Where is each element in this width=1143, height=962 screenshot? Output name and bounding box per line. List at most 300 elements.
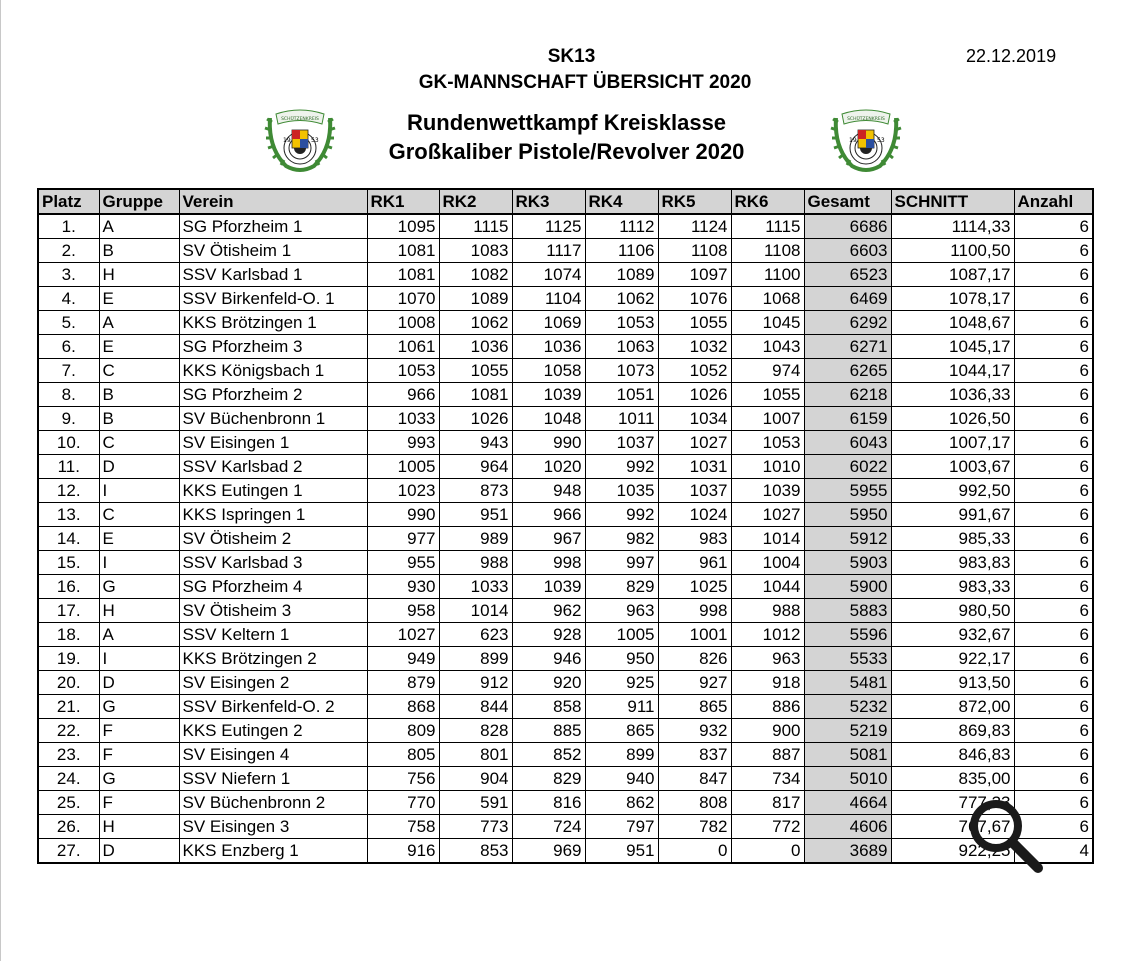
cell-rk6: 817	[731, 791, 804, 815]
cell-verein: SSV Birkenfeld-O. 1	[179, 287, 367, 311]
column-header-rk2: RK2	[439, 189, 512, 214]
cell-anzahl: 6	[1014, 359, 1093, 383]
cell-rk5: 1076	[658, 287, 731, 311]
cell-platz: 1.	[38, 214, 99, 239]
cell-rk3: 1125	[512, 214, 585, 239]
cell-gruppe: C	[99, 503, 179, 527]
table-row	[38, 335, 1093, 359]
cell-platz: 10.	[38, 431, 99, 455]
cell-platz: 7.	[38, 359, 99, 383]
cell-schnitt: 869,83	[891, 719, 1014, 743]
cell-rk3: 920	[512, 671, 585, 695]
cell-verein: SV Eisingen 2	[179, 671, 367, 695]
cell-rk5: 1024	[658, 503, 731, 527]
cell-rk4: 911	[585, 695, 658, 719]
column-header-anzahl: Anzahl	[1014, 189, 1093, 214]
cell-schnitt: 846,83	[891, 743, 1014, 767]
cell-anzahl: 6	[1014, 214, 1093, 239]
cell-rk2: 1115	[439, 214, 512, 239]
cell-rk4: 1112	[585, 214, 658, 239]
cell-rk1: 1053	[367, 359, 439, 383]
cell-rk3: 1039	[512, 575, 585, 599]
cell-rk5: 1001	[658, 623, 731, 647]
cell-gesamt: 5596	[804, 623, 891, 647]
cell-rk2: 844	[439, 695, 512, 719]
cell-verein: KKS Enzberg 1	[179, 839, 367, 864]
cell-anzahl: 6	[1014, 239, 1093, 263]
cell-schnitt: 1100,50	[891, 239, 1014, 263]
cell-rk6: 772	[731, 815, 804, 839]
cell-gesamt: 5232	[804, 695, 891, 719]
cell-gruppe: A	[99, 214, 179, 239]
cell-rk4: 829	[585, 575, 658, 599]
table-row	[38, 551, 1093, 575]
cell-verein: SSV Karlsbad 3	[179, 551, 367, 575]
column-header-rk4: RK4	[585, 189, 658, 214]
column-header-gesamt: Gesamt	[804, 189, 891, 214]
cell-gesamt: 4664	[804, 791, 891, 815]
cell-rk2: 1026	[439, 407, 512, 431]
cell-rk5: 1034	[658, 407, 731, 431]
cell-schnitt: 983,83	[891, 551, 1014, 575]
cell-rk6: 918	[731, 671, 804, 695]
table-row	[38, 431, 1093, 455]
cell-rk2: 873	[439, 479, 512, 503]
cell-rk4: 1062	[585, 287, 658, 311]
cell-verein: SV Ötisheim 3	[179, 599, 367, 623]
cell-rk6: 886	[731, 695, 804, 719]
cell-gesamt: 6469	[804, 287, 891, 311]
cell-gesamt: 6265	[804, 359, 891, 383]
cell-rk4: 1011	[585, 407, 658, 431]
cell-rk5: 1031	[658, 455, 731, 479]
cell-gruppe: E	[99, 335, 179, 359]
cell-rk1: 916	[367, 839, 439, 864]
document-subtitle: GK-MANNSCHAFT ÜBERSICHT 2020	[418, 72, 752, 93]
cell-anzahl: 6	[1014, 287, 1093, 311]
cell-verein: SV Eisingen 3	[179, 815, 367, 839]
cell-platz: 2.	[38, 239, 99, 263]
cell-gesamt: 6218	[804, 383, 891, 407]
cell-rk6: 1045	[731, 311, 804, 335]
cell-rk5: 961	[658, 551, 731, 575]
cell-platz: 16.	[38, 575, 99, 599]
table-row	[38, 239, 1093, 263]
cell-anzahl: 6	[1014, 263, 1093, 287]
magnifier-icon[interactable]	[962, 792, 1046, 876]
cell-rk3: 928	[512, 623, 585, 647]
cell-rk6: 900	[731, 719, 804, 743]
cell-rk1: 1027	[367, 623, 439, 647]
cell-schnitt: 872,00	[891, 695, 1014, 719]
cell-rk6: 1010	[731, 455, 804, 479]
cell-rk4: 992	[585, 503, 658, 527]
cell-schnitt: 932,67	[891, 623, 1014, 647]
cell-schnitt: 767,67	[891, 815, 1014, 839]
cell-schnitt: 922,17	[891, 647, 1014, 671]
cell-rk3: 967	[512, 527, 585, 551]
cell-rk2: 773	[439, 815, 512, 839]
cell-rk3: 724	[512, 815, 585, 839]
cell-gesamt: 5912	[804, 527, 891, 551]
cell-rk4: 997	[585, 551, 658, 575]
cell-rk2: 1081	[439, 383, 512, 407]
cell-platz: 14.	[38, 527, 99, 551]
cell-rk5: 0	[658, 839, 731, 864]
document-code: SK13	[547, 46, 596, 67]
cell-platz: 9.	[38, 407, 99, 431]
table-row	[38, 527, 1093, 551]
cell-rk4: 1106	[585, 239, 658, 263]
cell-rk3: 852	[512, 743, 585, 767]
cell-schnitt: 1048,67	[891, 311, 1014, 335]
cell-rk2: 988	[439, 551, 512, 575]
cell-anzahl: 6	[1014, 527, 1093, 551]
cell-rk5: 808	[658, 791, 731, 815]
header-row	[38, 189, 1093, 214]
cell-rk6: 1027	[731, 503, 804, 527]
cell-gruppe: G	[99, 575, 179, 599]
cell-platz: 4.	[38, 287, 99, 311]
cell-rk1: 955	[367, 551, 439, 575]
cell-rk4: 925	[585, 671, 658, 695]
cell-schnitt: 835,00	[891, 767, 1014, 791]
cell-rk6: 1039	[731, 479, 804, 503]
cell-rk4: 865	[585, 719, 658, 743]
table-row	[38, 287, 1093, 311]
cell-verein: SSV Karlsbad 2	[179, 455, 367, 479]
cell-gesamt: 6159	[804, 407, 891, 431]
cell-gruppe: F	[99, 791, 179, 815]
cell-rk4: 940	[585, 767, 658, 791]
cell-verein: KKS Brötzingen 2	[179, 647, 367, 671]
cell-schnitt: 1087,17	[891, 263, 1014, 287]
cell-rk4: 1053	[585, 311, 658, 335]
cell-schnitt: 913,50	[891, 671, 1014, 695]
club-emblem-icon	[262, 108, 338, 174]
cell-rk4: 950	[585, 647, 658, 671]
cell-rk3: 948	[512, 479, 585, 503]
cell-platz: 20.	[38, 671, 99, 695]
cell-gesamt: 6271	[804, 335, 891, 359]
table-row	[38, 719, 1093, 743]
cell-platz: 13.	[38, 503, 99, 527]
column-header-rk3: RK3	[512, 189, 585, 214]
cell-rk3: 1039	[512, 383, 585, 407]
cell-rk1: 868	[367, 695, 439, 719]
document-date: 22.12.2019	[966, 46, 1057, 66]
cell-gruppe: E	[99, 287, 179, 311]
cell-gesamt: 5900	[804, 575, 891, 599]
cell-gesamt: 5481	[804, 671, 891, 695]
cell-gesamt: 3689	[804, 839, 891, 864]
cell-schnitt: 980,50	[891, 599, 1014, 623]
cell-rk5: 1052	[658, 359, 731, 383]
cell-rk2: 1036	[439, 335, 512, 359]
cell-anzahl: 6	[1014, 671, 1093, 695]
cell-rk6: 1043	[731, 335, 804, 359]
cell-rk2: 899	[439, 647, 512, 671]
cell-schnitt: 1114,33	[891, 214, 1014, 239]
cell-platz: 12.	[38, 479, 99, 503]
cell-verein: KKS Eutingen 2	[179, 719, 367, 743]
cell-schnitt: 1036,33	[891, 383, 1014, 407]
table-row	[38, 575, 1093, 599]
cell-rk6: 1014	[731, 527, 804, 551]
cell-gesamt: 6523	[804, 263, 891, 287]
cell-rk1: 805	[367, 743, 439, 767]
cell-platz: 23.	[38, 743, 99, 767]
cell-rk2: 1055	[439, 359, 512, 383]
cell-platz: 26.	[38, 815, 99, 839]
cell-rk1: 1081	[367, 263, 439, 287]
cell-gruppe: B	[99, 407, 179, 431]
cell-rk6: 1012	[731, 623, 804, 647]
cell-platz: 21.	[38, 695, 99, 719]
cell-rk2: 853	[439, 839, 512, 864]
cell-schnitt: 992,50	[891, 479, 1014, 503]
cell-rk4: 1005	[585, 623, 658, 647]
cell-rk4: 1073	[585, 359, 658, 383]
cell-rk6: 1068	[731, 287, 804, 311]
cell-schnitt: 983,33	[891, 575, 1014, 599]
cell-gesamt: 5533	[804, 647, 891, 671]
table-row	[38, 815, 1093, 839]
cell-gesamt: 5950	[804, 503, 891, 527]
cell-gruppe: H	[99, 263, 179, 287]
column-header-schnitt: SCHNITT	[891, 189, 1014, 214]
cell-platz: 8.	[38, 383, 99, 407]
cell-schnitt: 1026,50	[891, 407, 1014, 431]
cell-gruppe: G	[99, 767, 179, 791]
cell-rk5: 932	[658, 719, 731, 743]
cell-rk1: 1081	[367, 239, 439, 263]
cell-rk2: 964	[439, 455, 512, 479]
cell-schnitt: 1045,17	[891, 335, 1014, 359]
cell-schnitt: 922,25	[891, 839, 1014, 864]
cell-gesamt: 6022	[804, 455, 891, 479]
cell-verein: KKS Brötzingen 1	[179, 311, 367, 335]
cell-rk1: 949	[367, 647, 439, 671]
cell-platz: 6.	[38, 335, 99, 359]
cell-schnitt: 1078,17	[891, 287, 1014, 311]
cell-rk1: 966	[367, 383, 439, 407]
cell-rk3: 962	[512, 599, 585, 623]
cell-verein: SV Ötisheim 1	[179, 239, 367, 263]
cell-rk1: 930	[367, 575, 439, 599]
cell-rk6: 1108	[731, 239, 804, 263]
club-emblem-icon	[828, 108, 904, 174]
table-row	[38, 455, 1093, 479]
cell-anzahl: 6	[1014, 455, 1093, 479]
cell-rk2: 943	[439, 431, 512, 455]
cell-anzahl: 6	[1014, 767, 1093, 791]
cell-rk3: 946	[512, 647, 585, 671]
cell-schnitt: 985,33	[891, 527, 1014, 551]
column-header-rk6: RK6	[731, 189, 804, 214]
cell-rk5: 847	[658, 767, 731, 791]
table-row	[38, 695, 1093, 719]
cell-rk4: 1051	[585, 383, 658, 407]
cell-rk1: 990	[367, 503, 439, 527]
cell-verein: SG Pforzheim 2	[179, 383, 367, 407]
cell-rk6: 974	[731, 359, 804, 383]
cell-rk2: 623	[439, 623, 512, 647]
table-row	[38, 359, 1093, 383]
cell-gruppe: E	[99, 527, 179, 551]
cell-rk3: 966	[512, 503, 585, 527]
table-row	[38, 839, 1093, 864]
cell-rk2: 1014	[439, 599, 512, 623]
table-row	[38, 263, 1093, 287]
table-row	[38, 791, 1093, 815]
column-header-platz: Platz	[38, 189, 99, 214]
table-row	[38, 743, 1093, 767]
cell-rk4: 963	[585, 599, 658, 623]
cell-rk2: 1062	[439, 311, 512, 335]
cell-rk1: 879	[367, 671, 439, 695]
cell-rk5: 1055	[658, 311, 731, 335]
document-title-line1: Rundenwettkampf Kreisklasse	[406, 110, 727, 135]
cell-verein: SG Pforzheim 4	[179, 575, 367, 599]
cell-rk5: 983	[658, 527, 731, 551]
cell-gruppe: D	[99, 839, 179, 864]
cell-rk5: 927	[658, 671, 731, 695]
table-row	[38, 383, 1093, 407]
cell-gruppe: I	[99, 551, 179, 575]
svg-text:19: 19	[283, 137, 291, 144]
cell-rk3: 829	[512, 767, 585, 791]
cell-gesamt: 5219	[804, 719, 891, 743]
svg-text:SCHÜTZENKREIS: SCHÜTZENKREIS	[281, 117, 319, 122]
table-row	[38, 479, 1093, 503]
cell-rk1: 770	[367, 791, 439, 815]
cell-rk4: 899	[585, 743, 658, 767]
cell-rk3: 1058	[512, 359, 585, 383]
cell-anzahl: 6	[1014, 311, 1093, 335]
cell-verein: SSV Karlsbad 1	[179, 263, 367, 287]
document-title-line2: Großkaliber Pistole/Revolver 2020	[388, 139, 745, 164]
svg-text:53: 53	[311, 137, 319, 144]
cell-rk4: 1063	[585, 335, 658, 359]
table-row	[38, 647, 1093, 671]
cell-gesamt: 6686	[804, 214, 891, 239]
cell-anzahl: 6	[1014, 791, 1093, 815]
cell-platz: 17.	[38, 599, 99, 623]
cell-rk4: 862	[585, 791, 658, 815]
cell-anzahl: 4	[1014, 839, 1093, 864]
cell-platz: 18.	[38, 623, 99, 647]
cell-anzahl: 6	[1014, 599, 1093, 623]
cell-gruppe: I	[99, 479, 179, 503]
cell-platz: 25.	[38, 791, 99, 815]
cell-rk1: 809	[367, 719, 439, 743]
cell-platz: 3.	[38, 263, 99, 287]
cell-verein: KKS Eutingen 1	[179, 479, 367, 503]
cell-platz: 22.	[38, 719, 99, 743]
cell-gesamt: 4606	[804, 815, 891, 839]
cell-rk1: 1033	[367, 407, 439, 431]
cell-anzahl: 6	[1014, 503, 1093, 527]
column-header-rk1: RK1	[367, 189, 439, 214]
cell-rk5: 1108	[658, 239, 731, 263]
cell-anzahl: 6	[1014, 383, 1093, 407]
cell-anzahl: 6	[1014, 815, 1093, 839]
cell-rk2: 1089	[439, 287, 512, 311]
cell-gruppe: B	[99, 239, 179, 263]
cell-anzahl: 6	[1014, 551, 1093, 575]
cell-rk5: 837	[658, 743, 731, 767]
cell-anzahl: 6	[1014, 647, 1093, 671]
cell-rk4: 982	[585, 527, 658, 551]
cell-rk5: 1027	[658, 431, 731, 455]
cell-anzahl: 6	[1014, 407, 1093, 431]
cell-rk2: 989	[439, 527, 512, 551]
cell-gruppe: H	[99, 815, 179, 839]
cell-gruppe: F	[99, 719, 179, 743]
cell-rk1: 756	[367, 767, 439, 791]
cell-rk5: 782	[658, 815, 731, 839]
cell-gruppe: C	[99, 431, 179, 455]
table-row	[38, 503, 1093, 527]
cell-rk6: 1007	[731, 407, 804, 431]
cell-rk2: 951	[439, 503, 512, 527]
cell-rk2: 912	[439, 671, 512, 695]
cell-rk5: 1124	[658, 214, 731, 239]
cell-gesamt: 6603	[804, 239, 891, 263]
cell-rk3: 885	[512, 719, 585, 743]
cell-verein: KKS Königsbach 1	[179, 359, 367, 383]
cell-rk6: 887	[731, 743, 804, 767]
cell-rk1: 977	[367, 527, 439, 551]
cell-verein: SSV Birkenfeld-O. 2	[179, 695, 367, 719]
table-row	[38, 214, 1093, 239]
cell-rk1: 1005	[367, 455, 439, 479]
cell-rk4: 1035	[585, 479, 658, 503]
cell-rk1: 993	[367, 431, 439, 455]
cell-anzahl: 6	[1014, 431, 1093, 455]
cell-gruppe: B	[99, 383, 179, 407]
cell-gruppe: A	[99, 311, 179, 335]
cell-rk4: 1089	[585, 263, 658, 287]
cell-rk3: 1104	[512, 287, 585, 311]
cell-schnitt: 991,67	[891, 503, 1014, 527]
cell-schnitt: 1007,17	[891, 431, 1014, 455]
cell-gruppe: H	[99, 599, 179, 623]
cell-gesamt: 5955	[804, 479, 891, 503]
cell-rk6: 1044	[731, 575, 804, 599]
cell-rk2: 591	[439, 791, 512, 815]
cell-rk4: 992	[585, 455, 658, 479]
cell-rk3: 990	[512, 431, 585, 455]
cell-platz: 24.	[38, 767, 99, 791]
cell-rk1: 1095	[367, 214, 439, 239]
cell-rk5: 865	[658, 695, 731, 719]
cell-rk6: 1053	[731, 431, 804, 455]
cell-platz: 15.	[38, 551, 99, 575]
table-row	[38, 767, 1093, 791]
cell-rk6: 1004	[731, 551, 804, 575]
cell-rk4: 951	[585, 839, 658, 864]
cell-rk3: 1036	[512, 335, 585, 359]
cell-rk1: 1061	[367, 335, 439, 359]
cell-verein: SV Büchenbronn 1	[179, 407, 367, 431]
cell-rk3: 858	[512, 695, 585, 719]
cell-gruppe: C	[99, 359, 179, 383]
cell-rk6: 1100	[731, 263, 804, 287]
cell-rk5: 1025	[658, 575, 731, 599]
cell-rk5: 998	[658, 599, 731, 623]
